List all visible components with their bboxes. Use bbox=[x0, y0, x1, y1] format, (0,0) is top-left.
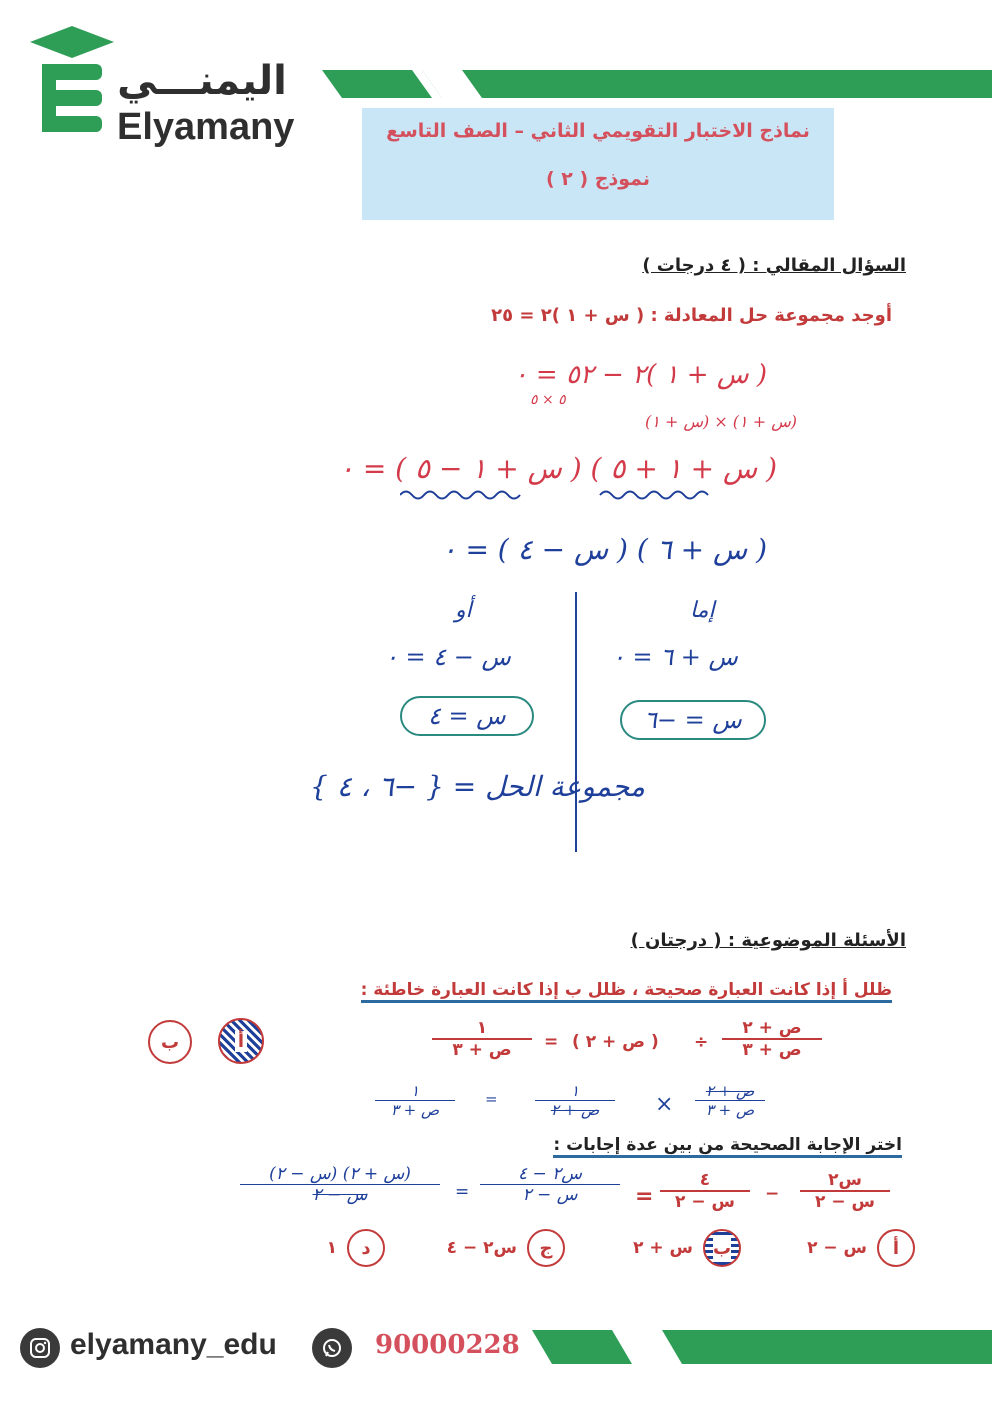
q1-option-b[interactable] bbox=[148, 1020, 192, 1064]
q1-option-a-label: أ bbox=[235, 1031, 247, 1052]
q2-t2-den: س − ٢ bbox=[675, 1192, 735, 1212]
q2-work2-num: (س + ٢) (س − ٢) bbox=[240, 1164, 440, 1185]
q1-work-frac1 bbox=[695, 1082, 765, 1119]
q2-t1-den: س − ٢ bbox=[815, 1192, 875, 1212]
q1-lhs-den: ص + ٣ bbox=[742, 1040, 802, 1060]
q2-choice-a[interactable] bbox=[780, 1228, 915, 1268]
case-left-label: أو bbox=[455, 598, 472, 623]
q2-choice-b-letter bbox=[703, 1229, 741, 1267]
logo-english-name: Elyamany bbox=[117, 106, 295, 148]
q2-choice-b-letter-text: ب bbox=[712, 1237, 732, 1259]
q2-choice-b-text: س + ٢ bbox=[633, 1238, 693, 1258]
essay-question: أوجد مجموعة حل المعادلة : ( س + ١ )٢ = ٢٥ bbox=[491, 305, 892, 326]
footer-stripe bbox=[532, 1330, 992, 1366]
q1-option-b-label: ب bbox=[160, 1031, 180, 1053]
q2-choice-c-text: س٢ − ٤ bbox=[446, 1238, 517, 1258]
logo bbox=[22, 20, 302, 150]
instruction-2: اختر الإجابة الصحيحة من بين عدة إجابات : bbox=[553, 1135, 902, 1158]
q1-rhs-den: ص + ٣ bbox=[452, 1040, 512, 1060]
q2-work2-den: س − ٢ bbox=[312, 1185, 368, 1205]
q2-equals: = bbox=[635, 1184, 654, 1209]
q1-work-frac3 bbox=[375, 1082, 455, 1119]
q2-work-num: س٢ − ٤ bbox=[480, 1164, 620, 1185]
case-left-sol: س = ٤ bbox=[400, 696, 534, 736]
q2-minus: − bbox=[765, 1184, 780, 1204]
q2-work2 bbox=[240, 1164, 440, 1205]
work-line-3: ( س + ٦ ) ( س − ٤ ) = ٠ bbox=[441, 533, 767, 566]
work-line-2: ( س + ١ + ٥ ) ( س + ١ − ٥ ) = ٠ bbox=[338, 452, 777, 485]
objective-heading: الأسئلة الموضوعية : ( درجتان ) bbox=[630, 930, 906, 951]
q1-rhs-num: ١ bbox=[432, 1018, 532, 1040]
case-divider bbox=[575, 592, 577, 852]
q2-expression bbox=[240, 1164, 890, 1230]
logo-arabic-name: اليمنـــي bbox=[117, 58, 287, 104]
work-line-1-sub: (س + ١) × (س + ١) bbox=[645, 412, 797, 431]
q1-work-times: × bbox=[655, 1092, 674, 1117]
essay-heading: السؤال المقالي : ( ٤ درجات ) bbox=[642, 255, 906, 276]
phone-number: 90000228 bbox=[375, 1330, 520, 1360]
q2-work1 bbox=[480, 1164, 620, 1205]
case-right-eq: س + ٦ = ٠ bbox=[612, 643, 738, 671]
q2-choice-c-letter: ج bbox=[527, 1229, 565, 1267]
case-right-sol: س = −٦ bbox=[620, 700, 766, 740]
q2-choice-c[interactable] bbox=[420, 1228, 565, 1268]
q1-lhs-num: ص + ٢ bbox=[722, 1018, 822, 1040]
q2-choice-d[interactable] bbox=[305, 1228, 385, 1268]
q2-choice-d-letter: د bbox=[347, 1229, 385, 1267]
q2-t2-num: ٤ bbox=[660, 1170, 750, 1192]
q1-equals: = bbox=[544, 1032, 559, 1052]
q1-work-den1: ص + ٣ bbox=[705, 1101, 755, 1119]
work-line-1: ( س + ١ )٢ − ٥٢ = ٠ bbox=[513, 360, 767, 390]
q1-work-res-num: ١ bbox=[375, 1082, 455, 1101]
q1-lhs-fraction bbox=[722, 1018, 822, 1060]
q2-choice-b[interactable] bbox=[606, 1228, 741, 1268]
work-line-1-sub2: ٥ × ٥ bbox=[530, 392, 566, 408]
title-box bbox=[362, 108, 834, 220]
q1-rhs-fraction bbox=[432, 1018, 532, 1060]
q1-work-num2: ١ bbox=[535, 1082, 615, 1101]
solution-set: مجموعة الحل = { −٦ ، ٤ } bbox=[310, 770, 646, 803]
q2-t1-num: س٢ bbox=[800, 1170, 890, 1192]
whatsapp-icon[interactable] bbox=[312, 1328, 352, 1368]
instagram-icon[interactable] bbox=[20, 1328, 60, 1368]
q2-choice-a-text: س − ٢ bbox=[807, 1238, 867, 1258]
q1-work-num1: ص + ٢ bbox=[695, 1082, 765, 1101]
case-right-label: إما bbox=[690, 598, 715, 623]
q2-choice-a-letter: أ bbox=[877, 1229, 915, 1267]
title-line-1: نماذج الاختبار التقويمي الثاني – الصف التاسع bbox=[386, 120, 810, 142]
q1-work-res-den: ص + ٣ bbox=[390, 1101, 440, 1119]
q1-work-den2: ص + ٢ bbox=[550, 1101, 600, 1119]
q2-work-equals: = bbox=[455, 1182, 470, 1202]
q2-term1 bbox=[800, 1170, 890, 1212]
q1-op: ÷ bbox=[694, 1032, 709, 1052]
graduation-cap-logo-icon bbox=[22, 20, 122, 140]
q2-choice-d-text: ١ bbox=[326, 1238, 337, 1258]
q1-work-frac2 bbox=[535, 1082, 615, 1119]
social-handle: elyamany_edu bbox=[70, 1328, 277, 1361]
q2-term2 bbox=[660, 1170, 750, 1212]
wavy-underline bbox=[400, 488, 760, 502]
q2-work-den: س − ٢ bbox=[522, 1185, 578, 1205]
title-line-2: نموذج ( ٢ ) bbox=[545, 168, 651, 190]
q1-work-equals: = bbox=[485, 1090, 498, 1108]
instruction-1: ظلل أ إذا كانت العبارة صحيحة ، ظلل ب إذا كانت العبارة خاطئة : bbox=[361, 980, 892, 1003]
q1-equation bbox=[432, 1018, 832, 1078]
header-stripe bbox=[322, 70, 992, 100]
q1-option-a[interactable] bbox=[218, 1018, 264, 1064]
q1-work bbox=[375, 1082, 795, 1132]
footer bbox=[0, 1320, 992, 1380]
q1-mid: ( ص + ٢ ) bbox=[572, 1032, 659, 1052]
case-left-eq: س − ٤ = ٠ bbox=[385, 643, 511, 671]
